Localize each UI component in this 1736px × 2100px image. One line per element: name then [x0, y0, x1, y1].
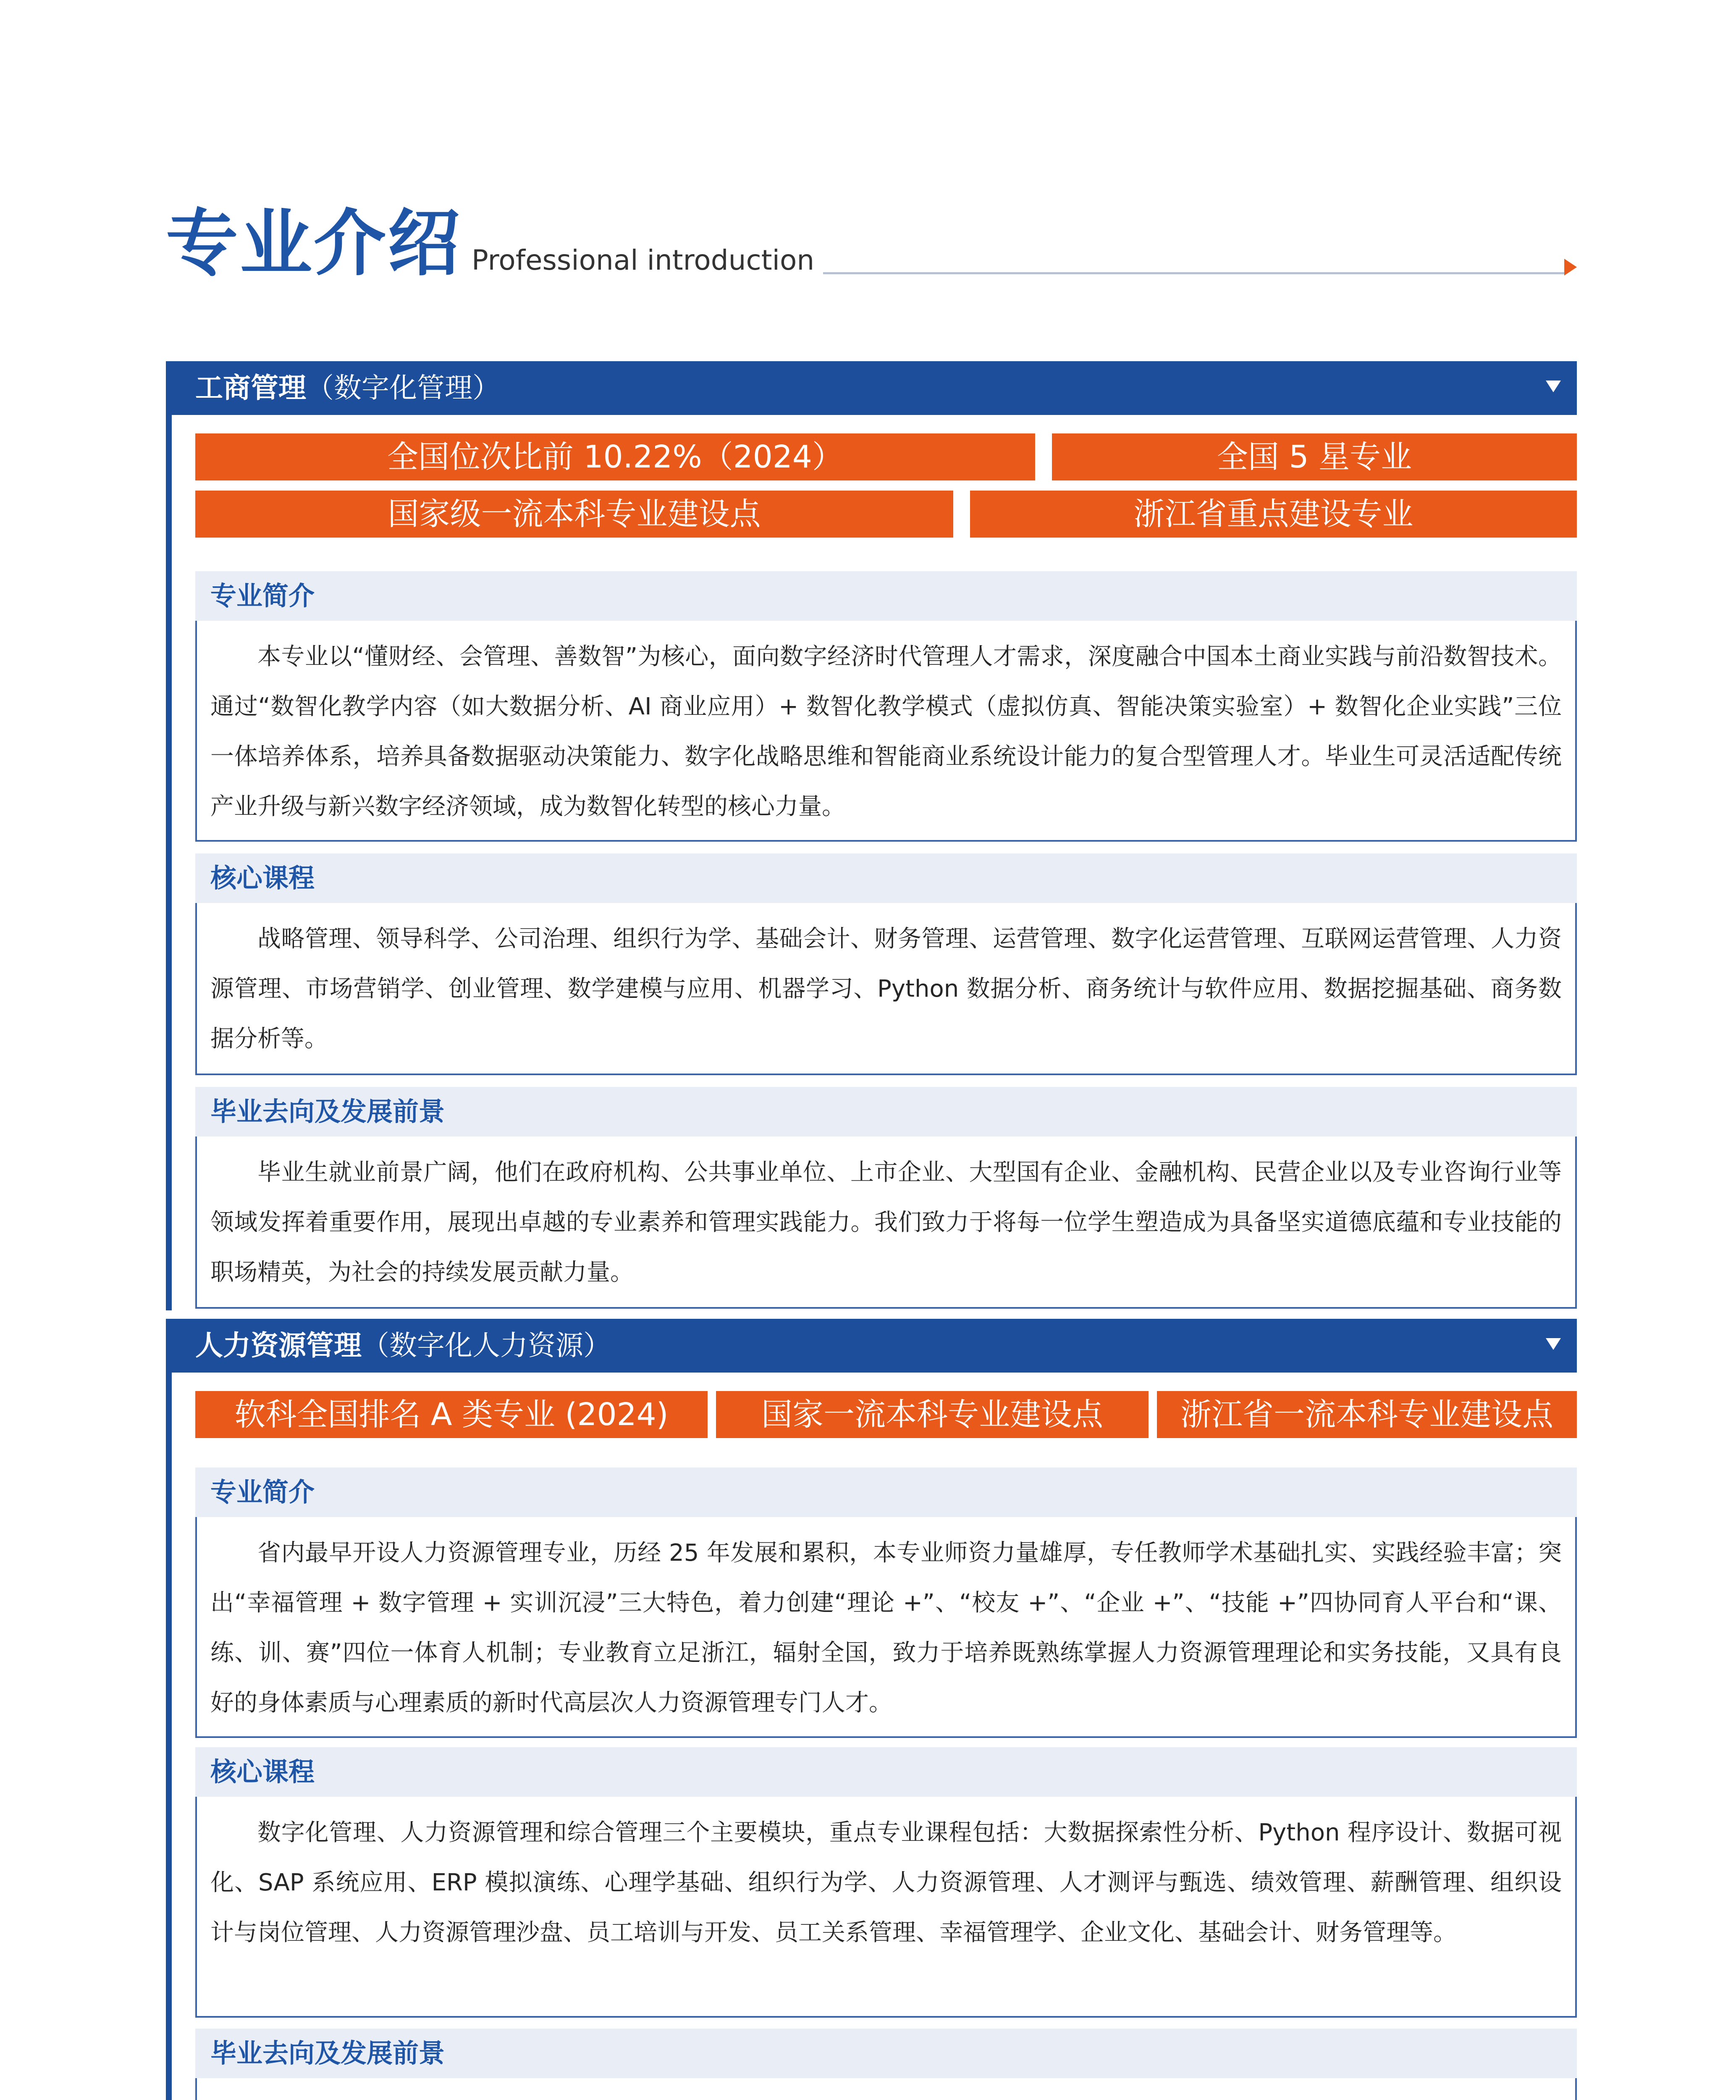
- badge-rank: 全国位次比前 10.22%（2024）: [195, 433, 1035, 480]
- section-text: 省内最早开设人力资源管理专业，历经 25 年发展和累积，本专业师资力量雄厚，专任教师学术基础扎实、实践经验丰富；突出“幸福管理 + 数字管理 + 实训沉浸”三大特色，着力创建“理论 +”、“校友 +”、“企业 +”、“技能 +”四协同育人平台和“课、练、训、赛”四位一体育人机制；专业教育立足浙江，辐射全国，致力于培养既熟练掌握人力资源管理理论和实务技能，又具有良好的身体素质与心理素质的新时代高层次人力资源管理专门人才。: [210, 1539, 1562, 1717]
- major-header-bar[interactable]: [166, 1319, 1577, 1373]
- major-name: 工商管理: [195, 372, 306, 404]
- section-title: 核心课程: [210, 863, 315, 893]
- section-text: 本专业以“懂财经、会管理、善数智”为核心，面向数字经济时代管理人才需求，深度融合中国本土商业实践与前沿数智技术。通过“数智化教学内容（如大数据分析、AI 商业应用）+ 数智化教学模式（虚拟仿真、智能决策实验室）+ 数智化企业实践”三位一体培养体系，培养具备数据驱动决策能力、数字化战略思维和智能商业系统设计能力的复合型管理人才。毕业生可灵活适配传统产业升级与新兴数字经济领域，成为数智化转型的核心力量。: [210, 643, 1562, 820]
- section-body-intro: [195, 621, 1577, 842]
- major-name: 人力资源管理: [195, 1329, 362, 1362]
- triangle-right-icon: [1564, 259, 1577, 276]
- section-text: 毕业生就业前景广阔，他们在政府机构、公共事业单位、上市企业、大型国有企业、金融机构、民营企业以及专业咨询行业等领域发挥着重要作用，展现出卓越的专业素养和管理实践能力。我们致力于将每一位学生塑造成为具备坚实道德底蕴和专业技能的职场精英，为社会的持续发展贡献力量。: [210, 1159, 1562, 1286]
- major-subtitle: （数字化人力资源）: [362, 1329, 611, 1362]
- badge-provincial-first-class: 浙江省一流本科专业建设点: [1157, 1391, 1577, 1438]
- header-divider: [823, 272, 1566, 274]
- section-title: 专业简介: [210, 1477, 315, 1507]
- major-business-admin: [166, 361, 1577, 1310]
- section-header-career: [195, 2029, 1577, 2078]
- major-title: [195, 1330, 611, 1362]
- section-title: 核心课程: [210, 1756, 315, 1787]
- major-subtitle: （数字化管理）: [306, 372, 500, 404]
- section-body-courses: [195, 1797, 1577, 2018]
- triangle-down-icon[interactable]: [1546, 1338, 1561, 1350]
- section-body-career: [195, 1137, 1577, 1309]
- major-title: [195, 372, 500, 404]
- section-text: 战略管理、领导科学、公司治理、组织行为学、基础会计、财务管理、运营管理、数字化运营管理、互联网运营管理、人力资源管理、市场营销学、创业管理、数学建模与应用、机器学习、Python 数据分析、商务统计与软件应用、数据挖掘基础、商务数据分析等。: [210, 925, 1562, 1053]
- section-text: 数字化管理、人力资源管理和综合管理三个主要模块，重点专业课程包括：大数据探索性分析、Python 程序设计、数据可视化、SAP 系统应用、ERP 模拟演练、心理学基础、组织行为学、人力资源管理、人才测评与甄选、绩效管理、薪酬管理、组织设计与岗位管理、人力资源管理沙盘、员工培训与开发、员工关系管理、幸福管理学、企业文化、基础会计、财务管理等。: [210, 1819, 1562, 1946]
- section-body-career: [195, 2078, 1577, 2100]
- major-hr-management: [166, 1319, 1577, 2100]
- major-header-bar[interactable]: [166, 361, 1577, 415]
- section-header-intro: [195, 1467, 1577, 1517]
- badge-ranking-a: 软科全国排名 A 类专业 (2024): [195, 1391, 708, 1438]
- badge-five-star: 全国 5 星专业: [1052, 433, 1577, 480]
- section-body-courses: [195, 903, 1577, 1075]
- badge-national-first-class: 国家级一流本科专业建设点: [195, 491, 953, 538]
- badge-provincial-key: 浙江省重点建设专业: [970, 491, 1577, 538]
- section-header-courses: [195, 853, 1577, 903]
- section-header-intro: [195, 571, 1577, 621]
- section-header-career: [195, 1087, 1577, 1137]
- section-body-intro: [195, 1517, 1577, 1738]
- section-title: 毕业去向及发展前景: [210, 2038, 445, 2068]
- page-subtitle: Professional introduction: [472, 244, 815, 276]
- major-rail: [166, 1319, 172, 2100]
- page-title: 专业介绍: [166, 201, 462, 286]
- section-title: 专业简介: [210, 580, 315, 611]
- major-rail: [166, 361, 172, 1310]
- section-header-courses: [195, 1747, 1577, 1797]
- badge-national-first-class: 国家一流本科专业建设点: [716, 1391, 1149, 1438]
- section-title: 毕业去向及发展前景: [210, 1096, 445, 1127]
- page-header: [166, 197, 1577, 294]
- triangle-down-icon[interactable]: [1546, 381, 1561, 392]
- section-text: [210, 2089, 1562, 2100]
